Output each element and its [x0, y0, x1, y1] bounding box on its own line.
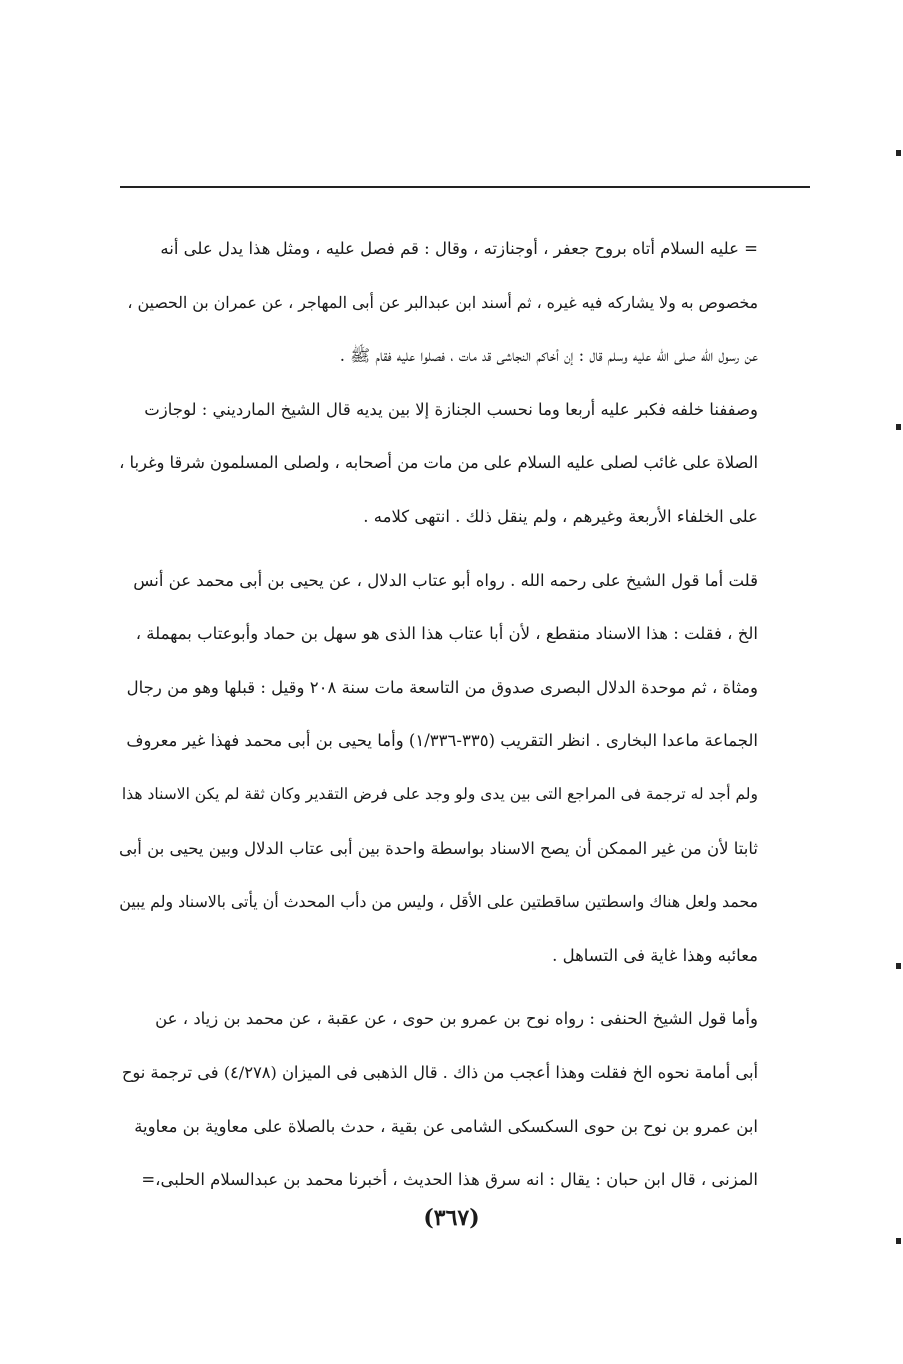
text-line: المزنى ، قال ابن حبان : يقال : انه سرق هذا الحديث ، أخبرنا محمد بن عبدالسلام الحلبى،= [141, 1170, 758, 1190]
text-line: محمد ولعل هناك واسطتين ساقطتين على الأقل ، وليس من دأب المحدث أن يأتى بالاسناد ولم يبين [119, 892, 758, 912]
text-line: ولم أجد له ترجمة فى المراجع التى بين يدى ولو وجد على فرض التقدير وكان ثقة لم يكن الاسناد هذا [121, 784, 758, 803]
text-line: الخ ، فقلت : هذا الاسناد منقطع ، لأن أبا عتاب هذا الذى هو سهل بن حماد وأبوعتاب بمهملة ، [135, 624, 758, 644]
text-line: ثابتا لأن من غير الممكن أن يصح الاسناد بواسطة واحدة بين أبى عتاب الدلال وبين يحيى بن أبى [118, 838, 758, 858]
margin-mark [896, 963, 901, 969]
text-line: قلت أما قول الشيخ على رحمه الله . رواه أبو عتاب الدلال ، عن يحيى بن أبى محمد عن أنس [133, 570, 758, 590]
margin-mark [896, 150, 901, 156]
text-line: ومثاة ، ثم موحدة الدلال البصرى صدوق من التاسعة مات سنة ٢٠٨ وقيل : قبلها وهو من رجال [126, 677, 758, 697]
text-line: ابن عمرو بن نوح بن حوى السكسكى الشامى عن بقية ، حدث بالصلاة على معاوية بن معاوية [134, 1116, 758, 1136]
text-line: = عليه السلام أتاه بروح جعفر ، أوجنازته ، وقال : قم فصل عليه ، ومثل هذا يدل على أنه [160, 239, 758, 258]
header-divider-line [120, 186, 810, 188]
text-line: الصلاة على غائب لصلى عليه السلام على من مات من أصحابه ، ولصلى المسلمون شرقا وغربا ، [119, 453, 758, 473]
text-line: مخصوص به ولا يشاركه فيه غيره ، ثم أسند ابن عبدالبر عن أبى المهاجر ، عن عمران بن الحصين ، [127, 292, 758, 312]
text-line: أبى أمامة نحوه الخ فقلت وهذا أعجب من ذاك . قال الذهبى فى الميزان (٤/٢٧٨) فى ترجمة نوح [121, 1062, 758, 1082]
margin-mark [896, 1238, 901, 1244]
text-line: وأما قول الشيخ الحنفى : رواه نوح بن عمرو بن حوى ، عن عقبة ، عن محمد بن زياد ، عن [155, 1009, 758, 1029]
text-line: على الخلفاء الأربعة وغيرهم ، ولم ينقل ذلك . انتهى كلامه . [363, 506, 758, 526]
text-line: وصففنا خلفه فكبر عليه أربعا وما نحسب الجنازة إلا بين يديه قال الشيخ المارديني : لوجازت [144, 399, 758, 419]
text-line: معائبه وهذا غاية فى التساهل . [552, 945, 758, 965]
margin-mark [896, 424, 901, 430]
text-line: عن رسول الله صلى الله عليه وسلم قال : إن أخاكم النجاشى قد مات ، فصلوا عليه فقام ﷺ . [339, 346, 758, 366]
footnote-text-block [118, 222, 758, 1207]
page-number: (٣٦٧) [423, 1205, 480, 1231]
text-line: الجماعة ماعدا البخارى . انظر التقريب (٣٣٥-١/٣٣٦) وأما يحيى بن أبى محمد فهذا غير معروف [126, 731, 758, 751]
